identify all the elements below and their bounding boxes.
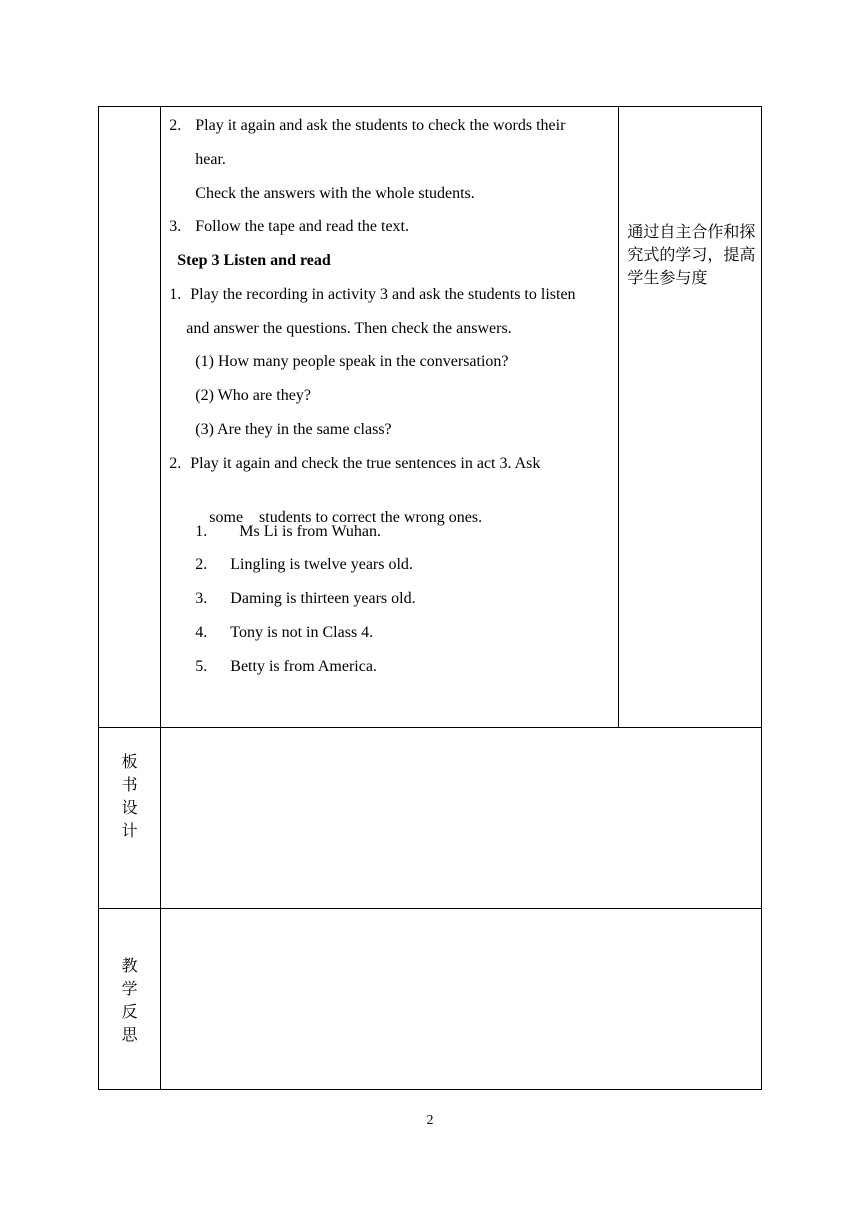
procedure-line: and answer the questions. Then check the answers. [186,320,512,337]
reflection-label: 教学反思 [121,956,138,1044]
procedure-line: Check the answers with the whole students. [195,185,475,202]
empty-label-cell [99,107,161,728]
question-line: (1) How many people speak in the conversation? [195,353,509,370]
reflection-content-cell [161,909,762,1090]
lesson-plan-table [98,106,762,1090]
board-design-label: 板书设计 [121,752,138,840]
sentence-item: 3. Daming is thirteen years old. [195,590,416,607]
procedure-line: 3. Follow the tape and read the text. [169,218,409,235]
sentence-item: 1. Ms Li is from Wuhan. [195,523,381,540]
sentence-item: 2. Lingling is twelve years old. [195,556,413,573]
procedure-line: some students to correct the wrong ones. [209,509,483,526]
reflection-label-cell [99,909,161,1090]
page-number: 2 [426,1113,434,1128]
question-line: (3) Are they in the same class? [195,421,392,438]
step-heading: Step 3 Listen and read [177,252,331,269]
board-design-content-cell [161,728,762,909]
reflection-row [99,909,762,1090]
sentence-item: 4. Tony is not in Class 4. [195,624,374,641]
question-line: (2) Who are they? [195,387,311,404]
procedure-line: 1. Play the recording in activity 3 and ask the students to listen [169,286,576,303]
procedure-line: hear. [195,151,226,168]
procedure-cell [161,107,619,728]
procedure-line: 2. Play it again and ask the students to check the words their [169,117,566,134]
board-design-row [99,728,762,909]
design-note: 通过自主合作和探究式的学习，提高学生参与度 [627,222,756,287]
procedure-line: 2. Play it again and check the true sentences in act 3. Ask [169,455,541,472]
board-design-label-cell [99,728,161,909]
design-note-cell [619,107,762,728]
procedure-row [99,107,762,728]
sentence-item: 5. Betty is from America. [195,658,377,675]
